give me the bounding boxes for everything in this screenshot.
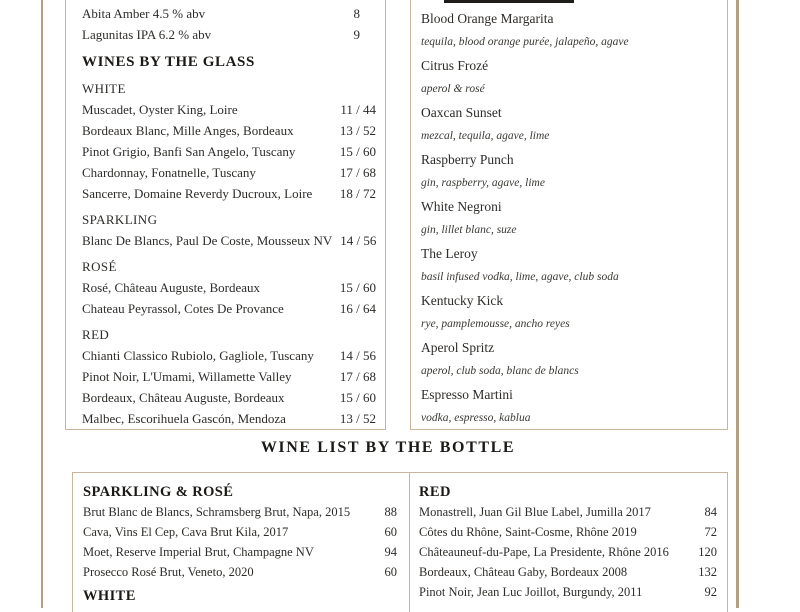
wine-name: Chateau Peyrassol, Cotes De Provance [82,301,284,316]
beer-name: Abita Amber 4.5 % abv [82,6,206,21]
beer-row [82,3,376,24]
wine-name: Chianti Classico Rubiolo, Gagliole, Tuscany [82,348,314,363]
wine-price: 120 [698,545,717,559]
bottle-section-red: RED [419,484,451,500]
wine-name: Côtes du Rhône, Saint-Cosme, Rhône 2019 [419,525,637,539]
glass-subsection-rose: ROSÉ [82,259,117,274]
cocktail-name: Raspberry Punch [421,152,514,167]
wine-price: 132 [698,565,717,579]
bottle-wine-row [419,582,717,602]
cocktail-name: Oaxcan Sunset [421,105,502,120]
wine-price: 17 / 68 [339,165,376,180]
cocktail-name: Espresso Martini [421,387,513,402]
beer-price: 9 [353,27,360,42]
bottle-wine-row [419,522,717,542]
wine-price: 84 [704,505,717,519]
wine-price: 13 / 52 [339,123,376,138]
wine-row [82,99,376,120]
wine-row [82,366,376,387]
wines-by-the-glass-panel [65,0,386,430]
cocktail-name: The Leroy [421,246,478,261]
wine-price: 88 [384,505,397,519]
bottle-wine-row [419,542,717,562]
wine-name: Pinot Noir, L'Umami, Willamette Valley [82,369,292,384]
cocktail-ingredients: aperol & rosé [421,83,485,95]
cocktail-name: Aperol Spritz [421,340,495,355]
wine-price: 72 [704,525,717,539]
glass-section-heading: WINES BY THE GLASS [82,54,255,70]
bottle-wine-row [83,542,397,562]
wine-name: Bordeaux Blanc, Mille Anges, Bordeaux [82,123,294,138]
wine-name: Rosé, Château Auguste, Bordeaux [82,280,260,295]
wine-price: 18 / 72 [339,186,376,201]
wine-price: 13 / 52 [339,411,376,426]
wine-price: 11 / 44 [340,102,376,117]
bottle-wine-row [419,502,717,522]
cocktail-ingredients: basil infused vodka, lime, agave, club soda [421,271,619,283]
wine-price: 15 / 60 [339,390,376,405]
wine-price: 14 / 56 [339,348,376,363]
wine-name: Châteauneuf-du-Pape, La Presidente, Rhône 2016 [419,545,669,559]
wine-price: 92 [704,585,717,599]
wine-row [82,387,376,408]
cocktail-ingredients: gin, raspberry, agave, lime [421,177,545,189]
wine-name: Brut Blanc de Blancs, Schramsberg Brut, Napa, 2015 [83,505,351,519]
beer-price: 8 [353,6,360,21]
wine-name: Chardonnay, Fonatnelle, Tuscany [82,165,256,180]
wine-row [82,183,376,204]
wine-name: Bordeaux, Château Auguste, Bordeaux [82,390,285,405]
wine-price: 60 [384,525,397,539]
beer-name: Lagunitas IPA 6.2 % abv [82,27,212,42]
wine-name: Bordeaux, Château Gaby, Bordeaux 2008 [419,565,628,579]
wine-name: Blanc De Blancs, Paul De Coste, Mousseux NV [82,233,333,248]
wine-row [82,141,376,162]
wine-row [82,345,376,366]
cocktails-panel [410,0,728,430]
bottle-wine-row [419,562,717,582]
bottle-section-white: WHITE [83,588,136,604]
wine-price: 94 [384,545,397,559]
wine-row [82,298,376,319]
glass-subsection-red: RED [82,327,110,342]
wine-price: 60 [384,565,397,579]
cocktail-name: Kentucky Kick [421,293,504,308]
cocktail-ingredients: gin, lillet blanc, suze [421,224,517,236]
wine-name: Prosecco Rosé Brut, Veneto, 2020 [83,565,254,579]
wine-row [82,277,376,298]
wine-name: Sancerre, Domaine Reverdy Ducroux, Loire [82,186,313,201]
wine-price: 15 / 60 [339,280,376,295]
wine-row [82,162,376,183]
wine-name: Malbec, Escorihuela Gascón, Mendoza [82,411,286,426]
cocktail-ingredients: tequila, blood orange purée, jalapeño, agave [421,36,629,48]
glass-subsection-sparkling: SPARKLING [82,212,158,227]
bottle-wine-row [83,502,397,522]
wine-list-by-the-bottle-heading: WINE LIST BY THE BOTTLE [260,439,516,456]
bottle-list-left-column [73,473,410,612]
cocktail-name: White Negroni [421,199,502,214]
wine-row [82,120,376,141]
wine-price: 17 / 68 [339,369,376,384]
wine-price: 15 / 60 [339,144,376,159]
bottle-section-sparkling-rose: SPARKLING & ROSÉ [83,484,234,500]
wine-name: Pinot Noir, Jean Luc Joillot, Burgundy, 2011 [419,585,643,599]
beer-row [82,24,376,45]
glass-subsection-white: WHITE [82,81,126,96]
cocktail-name: Citrus Frozé [421,58,489,73]
bottle-list-right-column [410,473,727,612]
cocktail-ingredients: aperol, club soda, blanc de blancs [421,365,579,377]
bottle-wine-row [83,562,397,582]
wine-row [82,408,376,429]
wine-name: Monastrell, Juan Gil Blue Label, Jumilla 2017 [419,505,651,519]
wine-price: 14 / 56 [340,233,377,248]
cocktail-ingredients: rye, pamplemousse, ancho reyes [421,318,570,330]
cutoff-text-sliver [444,0,574,3]
wine-name: Pinot Grigio, Banfi San Angelo, Tuscany [82,144,296,159]
bottle-wine-row [83,522,397,542]
wine-name: Moet, Reserve Imperial Brut, Champagne NV [83,545,314,559]
wine-row [82,230,376,251]
wine-name: Cava, Vins El Cep, Cava Brut Kila, 2017 [83,525,289,539]
bottle-list-panel [72,472,728,612]
wine-price: 16 / 64 [339,301,376,316]
cocktail-ingredients: vodka, espresso, kablua [421,412,531,424]
wine-name: Muscadet, Oyster King, Loire [82,102,238,117]
cocktail-ingredients: mezcal, tequila, agave, lime [421,130,550,142]
cocktail-name: Blood Orange Margarita [421,11,554,26]
